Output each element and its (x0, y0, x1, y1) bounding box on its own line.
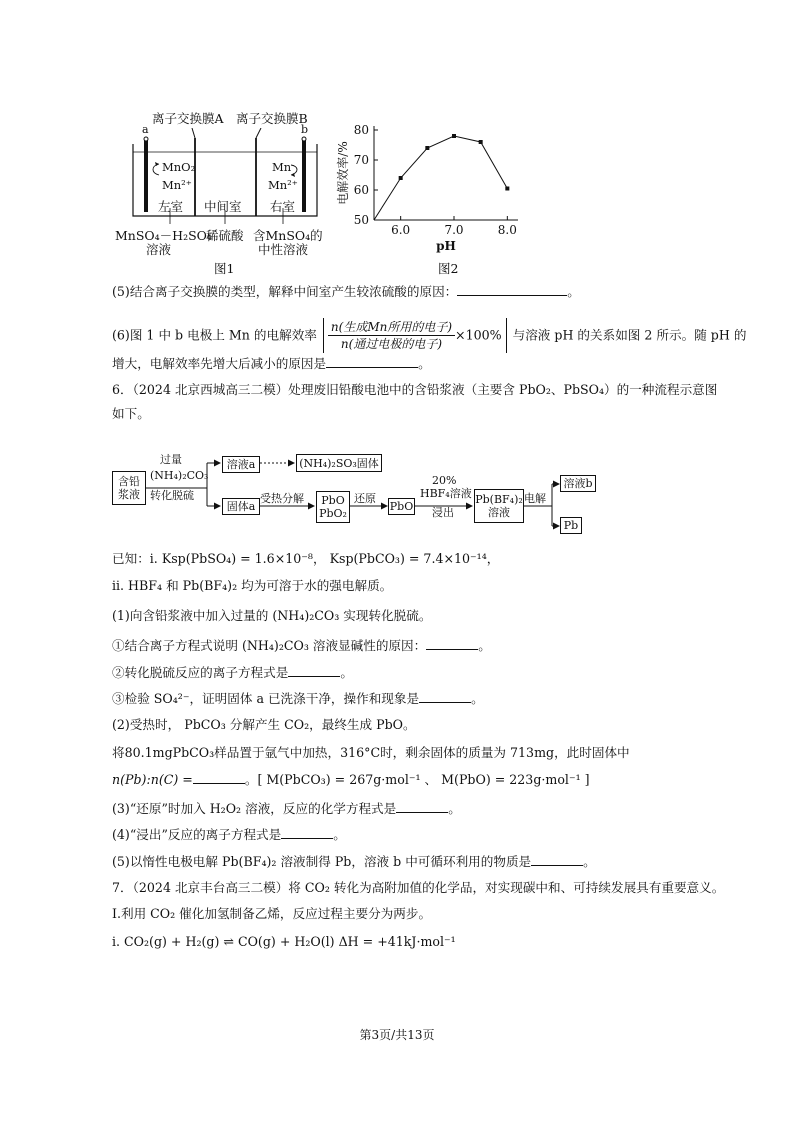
flow-step-reduce: 还原 (354, 492, 376, 505)
electrode-b-label: b (301, 123, 309, 136)
q7-part-I: I.利用 CO₂ 催化加氢制备乙烯，反应过程主要分为两步。 (112, 906, 432, 921)
formula-denominator: n(通过电极的电子) (340, 337, 442, 351)
flow-box-pbo: PbO (389, 500, 414, 513)
q5-part6-text: (6)图 1 中 b 电极上 Mn 的电解效率 (112, 327, 317, 343)
answer-blank[interactable] (531, 865, 583, 866)
q6-part1: (1)向含铅浆液中加入过量的 (NH₄)₂CO₃ 实现转化脱硫。 (112, 608, 432, 623)
answer-blank[interactable] (426, 649, 478, 650)
flow-box-pbo-pbo2: PbO PbO₂ (316, 491, 350, 523)
flow-box-product-nh4-so3: (NH₄)₂SO₃固体 (296, 454, 382, 472)
y-tick-label: 60 (353, 183, 369, 197)
answer-blank[interactable] (193, 783, 245, 784)
flow-box-start: 含铅浆液 (112, 471, 146, 505)
known-line2: ii. HBF₄ 和 Pb(BF₄)₂ 均为可溶于水的强电解质。 (112, 578, 393, 593)
x-tick-label: 8.0 (497, 223, 517, 237)
q6-part2-b: n(Pb):n(C) = 。[ M(PbCO₃) = 267g·mol⁻¹ 、 M(PbO) = 223g·mol⁻¹ ] (112, 772, 590, 787)
right-room-label: 右室 (270, 199, 296, 214)
q6-part1-b: ②转化脱硫反应的离子方程式是 。 (112, 665, 353, 680)
right-solution-line2: 中性溶液 (258, 242, 309, 257)
data-point (399, 176, 403, 180)
q5-part6 (112, 318, 746, 353)
y-tick-label: 80 (353, 123, 369, 137)
figure-1-caption: 图1 (214, 261, 235, 276)
q6-part2: (2)受热时， PbCO₃ 分解产生 CO₂，最终生成 PbO。 (112, 717, 416, 732)
answer-blank[interactable] (326, 367, 418, 368)
q7-title: 7．（2024 北京丰台高三二模）将 CO₂ 转化为高附加值的化学品，对实现碳中和、可持续发展具有重要意义。 (112, 880, 725, 895)
x-tick-label: 7.0 (444, 223, 464, 237)
q6-title-line1: 6．（2024 北京西城高三二模）处理废旧铅酸电池中的含铅浆液（主要含 PbO₂、PbSO₄）的一种流程示意图 (112, 382, 718, 397)
q6-title-line2: 如下。 (112, 406, 150, 421)
q5-part5: (5)结合离子交换膜的类型，解释中间室产生较浓硫酸的原因： 。 (112, 284, 580, 299)
electrode-a-label: a (142, 123, 149, 136)
y-axis-label: 电解效率/% (336, 141, 350, 205)
q6-part3: (3)“还原”时加入 H₂O₂ 溶液，反应的化学方程式是 。 (112, 801, 461, 816)
flow-reagent4-top: 20% (432, 474, 457, 487)
answer-blank[interactable] (288, 676, 340, 677)
figure-2-caption: 图2 (438, 261, 459, 276)
q6-part4: (4)“浸出”反应的离子方程式是 。 (112, 827, 346, 842)
middle-room-label: 中间室 (204, 199, 242, 214)
flow-reagent4-mid: HBF₄溶液 (420, 487, 472, 500)
right-ion-mn: Mn (272, 160, 292, 174)
flow-reagent4-bot: 浸出 (432, 506, 454, 519)
membrane-b-label: 离子交换膜B (236, 111, 308, 126)
flow-box-solution-b: 溶液b (560, 475, 596, 492)
data-point (505, 187, 509, 191)
q5-part6-line2: 增大，电解效率先增大后减小的原因是 。 (112, 356, 431, 371)
formula-multiplier: ×100% (455, 327, 502, 343)
left-solution-line2: 溶液 (146, 242, 172, 257)
q7-reaction-i: i. CO₂(g) + H₂(g) ⇌ CO(g) + H₂O(l) ΔH = +41kJ·mol⁻¹ (112, 934, 456, 949)
flow-box-pb: Pb (560, 517, 582, 534)
left-room-label: 左室 (158, 199, 184, 214)
page-footer: 第3页/共13页 (359, 1028, 435, 1042)
left-ion-mno2: MnO₂ (162, 160, 196, 174)
flow-reagent1-mid: (NH₄)₂CO₃ (150, 469, 209, 482)
series-line (374, 136, 507, 220)
q5-part5-text: (5)结合离子交换膜的类型，解释中间室产生较浓硫酸的原因： (112, 284, 458, 299)
flow-reagent1-bot: 转化脱硫 (150, 489, 194, 502)
y-tick-label: 70 (353, 153, 369, 167)
left-ion-mn2: Mn²⁺ (162, 178, 192, 192)
right-ion-mn2: Mn²⁺ (268, 178, 298, 192)
data-point (452, 134, 456, 138)
known-line1: 已知：i. Ksp(PbSO₄) = 1.6×10⁻⁸， Ksp(PbCO₃) = 7.4×10⁻¹⁴， (112, 551, 500, 566)
q5-part6-text-tail: 与溶液 pH 的关系如图 2 所示。随 pH 的 (512, 327, 747, 343)
y-tick-label: 50 (353, 213, 369, 227)
left-solution-line1: MnSO₄－H₂SO₄ (115, 228, 212, 243)
q6-part2-a: 将80.1mgPbCO₃样品置于氩气中加热，316°C时，剩余固体的质量为 713mg，此时固体中 (112, 745, 630, 760)
q6-part1-c: ③检验 SO₄²⁻，证明固体 a 已洗涤干净，操作和现象是 。 (112, 691, 484, 706)
x-axis-label: pH (436, 239, 456, 253)
membrane-a-label: 离子交换膜A (152, 111, 224, 126)
answer-blank[interactable] (457, 295, 567, 296)
right-solution-line1: 含MnSO₄的 (253, 228, 323, 243)
data-point (425, 146, 429, 150)
formula-numerator: n(生成Mn所用的电子) (328, 319, 455, 336)
flow-box-solid-a: 固体a (222, 498, 260, 515)
answer-blank[interactable] (281, 838, 333, 839)
answer-blank[interactable] (396, 812, 448, 813)
answer-blank[interactable] (419, 702, 471, 703)
middle-solution: 稀硫酸 (206, 228, 244, 243)
data-point (479, 140, 483, 144)
efficiency-formula (323, 318, 507, 353)
flow-box-solution-a: 溶液a (222, 456, 260, 473)
flow-step-electrolysis: 电解 (524, 492, 546, 505)
flow-reagent1-top: 过量 (160, 453, 182, 466)
efficiency-ph-chart (330, 118, 530, 258)
q6-part1-a: ①结合离子方程式说明 (NH₄)₂CO₃ 溶液显碱性的原因： 。 (112, 638, 491, 653)
x-tick-label: 6.0 (391, 223, 411, 237)
q6-part5: (5)以惰性电极电解 Pb(BF₄)₂ 溶液制得 Pb，溶液 b 中可循环利用的物质是 。 (112, 854, 596, 869)
flow-step-heat: 受热分解 (260, 492, 304, 505)
flow-box-pb-bf4-solution: Pb(BF₄)₂ 溶液 (474, 489, 524, 523)
